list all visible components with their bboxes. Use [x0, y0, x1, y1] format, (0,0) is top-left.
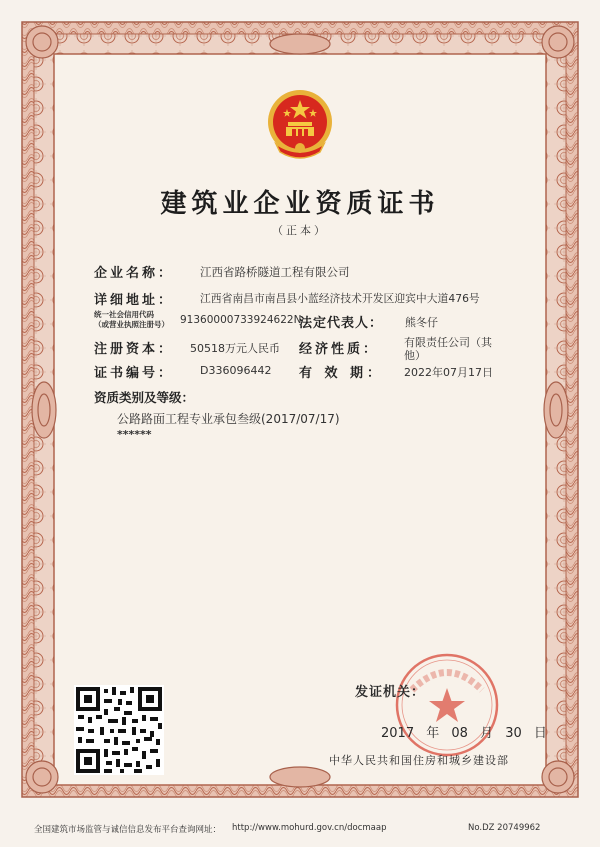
- qr-code-icon: [74, 685, 164, 775]
- credit-code-label-line2: （或营业执照注册号）: [94, 320, 169, 329]
- address-value: 江西省南昌市南昌县小蓝经济技术开发区迎宾中大道476号: [200, 292, 480, 305]
- company-name-label: 企业名称：: [94, 266, 175, 281]
- certificate-subtitle: （正本）: [272, 224, 328, 237]
- issue-day-unit: 日: [533, 726, 547, 741]
- legal-rep-value: 熊冬仔: [405, 316, 438, 329]
- certificate-title: 建筑业企业资质证书: [160, 189, 440, 219]
- validity-label: 有 效 期：: [299, 366, 385, 381]
- issue-year-unit: 年: [426, 726, 440, 741]
- address-label: 详细地址：: [94, 293, 175, 308]
- issue-month-unit: 月: [480, 726, 494, 741]
- qualification-mask: ******: [117, 428, 152, 441]
- credit-code-label-line1: 统一社会信用代码: [94, 310, 154, 319]
- qualification-label: 资质类别及等级：: [94, 390, 195, 405]
- issue-date: [381, 722, 547, 741]
- company-name-value: 江西省路桥隧道工程有限公司: [200, 265, 350, 279]
- nature-value-line1: 有限责任公司（其: [404, 336, 492, 349]
- issuer-name: 中华人民共和国住房和城乡建设部: [329, 754, 509, 767]
- national-emblem-icon: [262, 86, 338, 162]
- official-seal-icon: [392, 650, 502, 760]
- footer-platform: 全国建筑市场监管与诚信信息发布平台查询网址：: [34, 825, 222, 835]
- validity-value: 2022年07月17日: [404, 366, 493, 379]
- footer-url-link[interactable]: http://www.mohurd.gov.cn/docmaap: [232, 823, 387, 833]
- cert-no-value: D336096442: [200, 364, 272, 377]
- qualification-item: 公路路面工程专业承包叁级(2017/07/17): [117, 412, 340, 426]
- issue-day: 30: [505, 726, 522, 741]
- capital-label: 注册资本：: [94, 342, 175, 357]
- footer-number: No.DZ 20749962: [468, 823, 541, 833]
- legal-rep-label: 法定代表人：: [299, 316, 384, 331]
- cert-no-label: 证书编号：: [94, 366, 175, 381]
- issue-month: 08: [451, 726, 468, 741]
- issue-year: 2017: [381, 726, 415, 741]
- nature-label: 经济性质：: [299, 342, 380, 357]
- issuer-label: 发证机关：: [355, 685, 426, 700]
- nature-value-line2: 他）: [404, 349, 426, 362]
- capital-value: 50518万元人民币: [190, 342, 280, 355]
- credit-code-value: 91360000733924622N: [180, 314, 302, 326]
